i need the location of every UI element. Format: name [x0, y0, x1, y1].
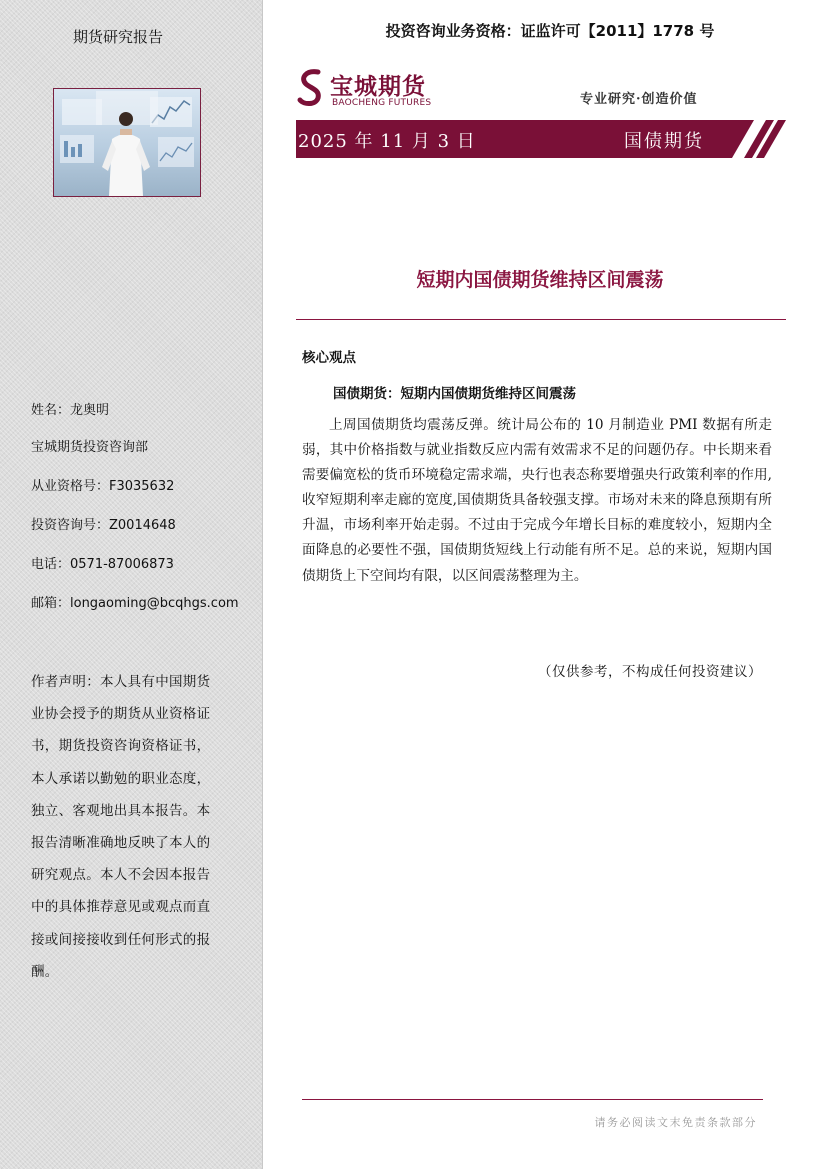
report-category: 国债期货	[624, 131, 704, 152]
report-date: 2025 年 11 月 3 日	[298, 131, 476, 152]
declaration-line: 中的具体推荐意见或观点而直	[31, 899, 211, 916]
section-heading: 核心观点	[302, 350, 356, 366]
slogan: 专业研究·创造价值	[580, 92, 698, 107]
report-title: 短期内国债期货维持区间震荡	[416, 269, 664, 291]
report-type-label: 期货研究报告	[72, 28, 163, 46]
analyst-phone: 电话：0571-87006873	[31, 557, 174, 572]
core-view-paragraph: 上周国债期货均震荡反弹。统计局公布的 10 月制造业 PMI 数据有所走弱，其中价格指数与就业指数反应内需有效需求不足的问题仍存。中长期来看需要偏宽松的货币环境稳定需求端，央行也表态称要增强央行政策利率的作用,收窄短期利率走廊的宽度,国债期货具备较强支撑。市场对未来的降息预期有所升温，市场利率开始走弱。不过由于完成今年增长目标的难度较小，短期内全面降息的必要性不强，国债期货短线上行动能有所不足。总的来说，短期内国债期货上下空间均有限，以区间震荡整理为主。	[302, 417, 772, 584]
analyst-name: 姓名：龙奥明	[31, 403, 110, 418]
declaration-line: 独立、客观地出具本报告。本	[31, 802, 211, 819]
cover-photo	[53, 88, 201, 197]
declaration-line: 报告清晰准确地反映了本人的	[31, 835, 211, 852]
banner-stripes	[714, 120, 788, 158]
declaration-line: 接或间接接收到任何形式的报	[31, 931, 211, 948]
logo-english-name: BAOCHENG FUTURES	[332, 98, 432, 108]
logo-mark-icon	[296, 68, 328, 108]
title-divider	[296, 319, 786, 320]
declaration-line: 业协会授予的期货从业资格证	[31, 706, 211, 723]
logo-chinese-name: 宝城期货	[330, 73, 426, 100]
company-logo	[296, 68, 436, 112]
analyst-department: 宝城期货投资咨询部	[31, 440, 149, 455]
sub-heading: 国债期货：短期内国债期货维持区间震荡	[333, 386, 576, 402]
qualification-notice: 投资咨询业务资格：证监许可【2011】1778 号	[385, 22, 715, 40]
analyst-consulting-no: 投资咨询号：Z0014648	[31, 518, 176, 533]
investment-disclaimer: （仅供参考，不构成任何投资建议）	[538, 664, 762, 680]
footer-note: 请务必阅读文末免责条款部分	[594, 1116, 757, 1129]
declaration-line: 本人承诺以勤勉的职业态度，	[31, 770, 211, 787]
declaration-line: 酬。	[31, 963, 59, 980]
declaration-line: 研究观点。本人不会因本报告	[31, 867, 211, 884]
declaration-line: 作者声明：本人具有中国期货	[31, 674, 211, 690]
author-declaration	[31, 666, 231, 988]
declaration-line: 书，期货投资咨询资格证书，	[31, 738, 211, 755]
footer-divider	[302, 1099, 763, 1100]
analyst-qualification-no: 从业资格号：F3035632	[31, 479, 175, 494]
analyst-email[interactable]: 邮箱：longaoming@bcqhgs.com	[31, 596, 239, 611]
